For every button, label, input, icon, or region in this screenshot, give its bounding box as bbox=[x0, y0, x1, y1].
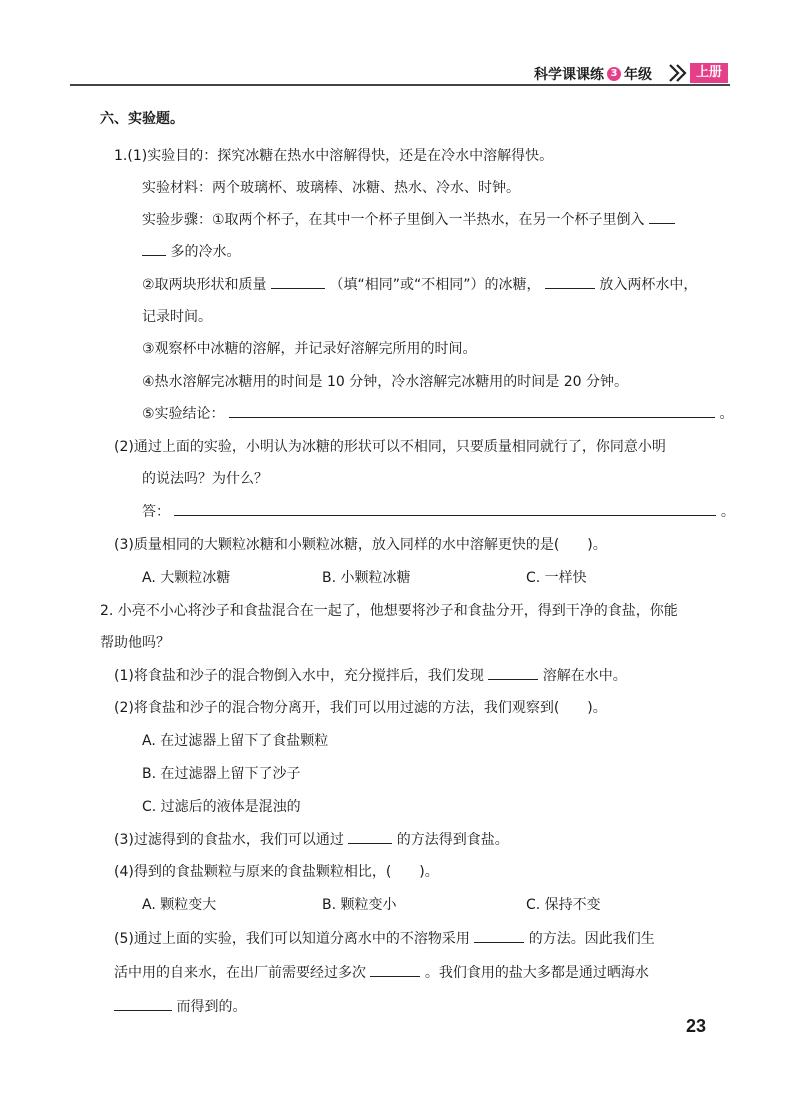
q1-objective: 1.(1)实验目的：探究冰糖在热水中溶解得快，还是在冷水中溶解得快。 bbox=[114, 148, 554, 164]
q1-step4: ④热水溶解完冰糖用的时间是 10 分钟，冷水溶解完冰糖用的时间是 20 分钟。 bbox=[142, 374, 628, 390]
q1-step2 bbox=[142, 274, 697, 294]
q1-part2-line1: (2)通过上面的实验，小明认为冰糖的形状可以不相同，只要质量相同就行了，你同意小明 bbox=[114, 439, 666, 455]
q1-steps-intro-text: 实验步骤：①取两个杯子，在其中一个杯子里倒入一半热水，在另一个杯子里倒入 bbox=[142, 212, 645, 228]
q2-part1-text-a: (1)将食盐和沙子的混合物倒入水中，充分搅拌后，我们发现 bbox=[114, 668, 484, 684]
book-title-text: 科学课课练 bbox=[534, 67, 604, 83]
q1-step2-text-b: （填“相同”或“不相同”）的冰糖， bbox=[329, 277, 541, 293]
q1-materials: 实验材料：两个玻璃杯、玻璃棒、冰糖、热水、冷水、时钟。 bbox=[142, 180, 520, 196]
page-number: 23 bbox=[686, 1016, 707, 1036]
answer-label: 答： bbox=[142, 504, 170, 520]
q2-part4-option-a[interactable]: A. 颗粒变大 bbox=[142, 897, 217, 913]
answer-blank[interactable] bbox=[545, 276, 595, 289]
answer-blank[interactable] bbox=[271, 276, 325, 289]
answer-blank[interactable] bbox=[348, 831, 392, 844]
book-title bbox=[532, 64, 654, 84]
q2-part5-text-d: 。我们食用的盐大多都是通过晒海水 bbox=[424, 965, 649, 981]
q1-step1-tail bbox=[142, 241, 240, 261]
q2-part1-text-b: 溶解在水中。 bbox=[542, 668, 627, 684]
q1-step5-label: ⑤实验结论： bbox=[142, 406, 225, 422]
q2-part4: (4)得到的食盐颗粒与原来的食盐颗粒相比，( )。 bbox=[114, 864, 439, 880]
q1-part3-option-b[interactable]: B. 小颗粒冰糖 bbox=[322, 570, 411, 586]
answer-blank[interactable] bbox=[114, 998, 172, 1011]
q1-step2-text-c: 放入两杯水中， bbox=[599, 277, 698, 293]
q2-part3-text-b: 的方法得到食盐。 bbox=[396, 832, 509, 848]
q1-part2-line2: 的说法吗？为什么？ bbox=[142, 471, 268, 487]
q1-step2-text-a: ②取两块形状和质量 bbox=[142, 277, 267, 293]
q2-part4-option-b[interactable]: B. 颗粒变小 bbox=[322, 897, 397, 913]
grade-number-badge: 3 bbox=[607, 67, 621, 81]
q2-part5-text-a: (5)通过上面的实验，我们可以知道分离水中的不溶物采用 bbox=[114, 931, 470, 947]
q1-step3: ③观察杯中冰糖的溶解，并记录好溶解完所用的时间。 bbox=[142, 341, 477, 357]
volume-tab: 上册 bbox=[690, 63, 728, 83]
q1-part3: (3)质量相同的大颗粒冰糖和小颗粒冰糖，放入同样的水中溶解更快的是( )。 bbox=[114, 537, 607, 553]
q1-answer-line bbox=[142, 501, 735, 521]
q2-part5-text-b: 的方法。因此我们生 bbox=[528, 931, 655, 947]
q2-part3-text-a: (3)过滤得到的食盐水，我们可以通过 bbox=[114, 832, 344, 848]
answer-blank[interactable] bbox=[174, 503, 716, 516]
q2-part5-line3 bbox=[114, 996, 246, 1016]
header-rule bbox=[70, 84, 730, 86]
q2-part2-option-c[interactable]: C. 过滤后的液体是混浊的 bbox=[142, 799, 301, 815]
q1-step1-tail-text: 多的冷水。 bbox=[170, 244, 241, 260]
answer-blank[interactable] bbox=[474, 930, 524, 943]
conclusion-blank[interactable] bbox=[229, 405, 715, 418]
q2-part5-line2 bbox=[114, 962, 649, 982]
answer-blank[interactable] bbox=[488, 667, 538, 680]
q2-part2-option-b[interactable]: B. 在过滤器上留下了沙子 bbox=[142, 766, 301, 782]
q2-intro-line2: 帮助他吗？ bbox=[100, 635, 170, 651]
q2-part4-option-c[interactable]: C. 保持不变 bbox=[526, 897, 601, 913]
section-title: 六、实验题。 bbox=[100, 111, 184, 127]
q2-part5-text-e: 而得到的。 bbox=[176, 999, 247, 1015]
q1-part3-option-a[interactable]: A. 大颗粒冰糖 bbox=[142, 570, 231, 586]
period: 。 bbox=[720, 504, 735, 520]
answer-blank[interactable] bbox=[142, 243, 166, 256]
q2-part2-option-a[interactable]: A. 在过滤器上留下了食盐颗粒 bbox=[142, 733, 329, 749]
answer-blank[interactable] bbox=[370, 964, 420, 977]
q1-part3-option-c[interactable]: C. 一样快 bbox=[526, 570, 587, 586]
q1-step5 bbox=[142, 403, 733, 423]
q1-step2-continued: 记录时间。 bbox=[142, 309, 212, 325]
q2-part2: (2)将食盐和沙子的混合物分离开，我们可以用过滤的方法，我们观察到( )。 bbox=[114, 700, 607, 716]
period: 。 bbox=[719, 406, 734, 422]
q2-intro-line1: 2. 小亮不小心将沙子和食盐混合在一起了，他想要将沙子和食盐分开，得到干净的食盐，你能 bbox=[100, 603, 678, 619]
double-chevron-icon bbox=[668, 63, 690, 83]
q1-steps-intro bbox=[142, 209, 675, 229]
grade-label: 年级 bbox=[624, 67, 652, 83]
q2-part5-line1 bbox=[114, 928, 655, 948]
answer-blank[interactable] bbox=[649, 211, 675, 224]
q2-part1 bbox=[114, 665, 627, 685]
page-header bbox=[0, 58, 800, 92]
q2-part5-text-c: 活中用的自来水，在出厂前需要经过多次 bbox=[114, 965, 366, 981]
q2-part3 bbox=[114, 829, 509, 849]
